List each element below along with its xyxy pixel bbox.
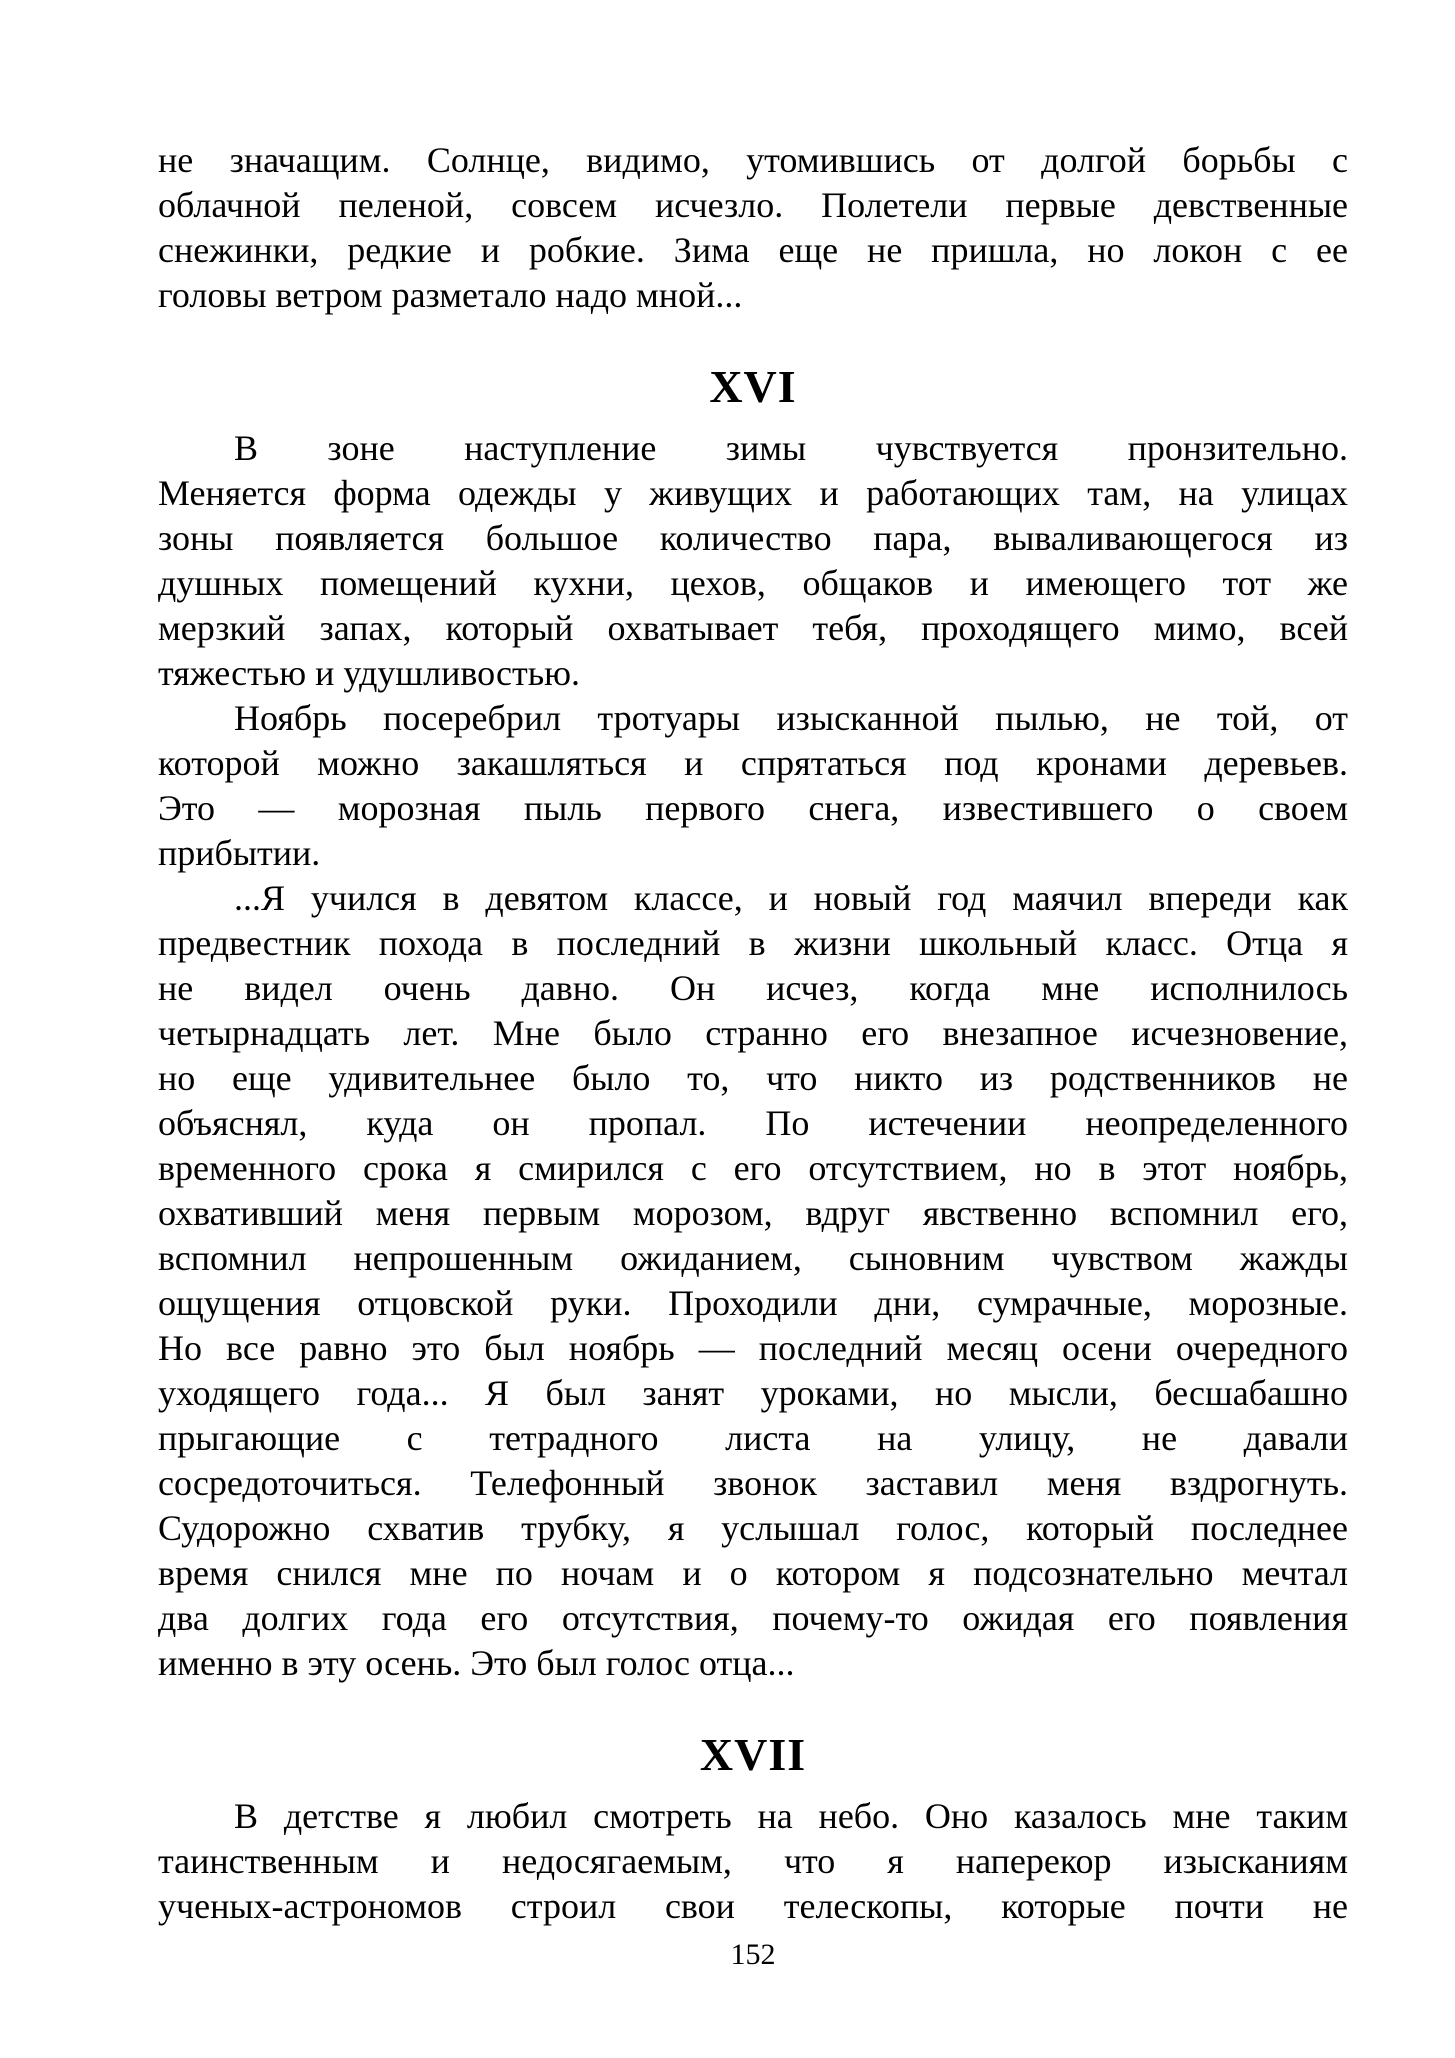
paragraph	[158, 138, 1348, 318]
text-line: объяснял, куда он пропал. По истечении неопределенного	[158, 1103, 1348, 1143]
text-line: Это — морозная пыль первого снега, известившего о своем	[158, 788, 1348, 828]
text-line: не видел очень давно. Он исчез, когда мне исполнилось	[158, 968, 1348, 1008]
text-line: ...Я учился в девятом классе, и новый год маячил впереди как	[234, 878, 1348, 918]
section-heading-xvi: XVI	[709, 361, 797, 412]
text-line: тяжестью и удушливостью.	[158, 653, 581, 693]
text-line: В зоне наступление зимы чувствуется пронзительно.	[234, 428, 1348, 468]
text-line: временного срока я смирился с его отсутствием, но в этот ноябрь,	[158, 1148, 1348, 1188]
text-line: Меняется форма одежды у живущих и работающих там, на улицах	[158, 473, 1348, 513]
paragraph	[158, 696, 1348, 876]
text-line: ощущения отцовской руки. Проходили дни, сумрачные, морозные.	[158, 1283, 1348, 1323]
text-line: не значащим. Солнце, видимо, утомившись от долгой борьбы с	[158, 140, 1348, 180]
text-line: два долгих года его отсутствия, почему-то ожидая его появления	[158, 1598, 1348, 1638]
section-heading-xvii: XVII	[699, 1729, 807, 1780]
text-line: прибытии.	[158, 833, 321, 873]
text-line: четырнадцать лет. Мне было странно его внезапное исчезновение,	[158, 1013, 1348, 1053]
text-flow	[158, 138, 1348, 1929]
text-line: прыгающие с тетрадного листа на улицу, не давали	[158, 1418, 1348, 1458]
page-number: 152	[730, 1938, 776, 1971]
text-line: В детстве я любил смотреть на небо. Оно казалось мне таким	[234, 1796, 1348, 1836]
text-line: но еще удивительнее было то, что никто из родственников не	[158, 1058, 1348, 1098]
text-line: Судорожно схватив трубку, я услышал голос, который последнее	[158, 1508, 1348, 1548]
text-line: душных помещений кухни, цехов, общаков и имеющего тот же	[158, 563, 1348, 603]
text-line: время снился мне по ночам и о котором я подсознательно мечтал	[158, 1553, 1348, 1593]
text-line: головы ветром разметало надо мной...	[158, 275, 743, 315]
paragraph	[158, 1794, 1348, 1929]
text-line: Ноябрь посеребрил тротуары изысканной пылью, не той, от	[234, 698, 1348, 738]
text-line: мерзкий запах, который охватывает тебя, проходящего мимо, всей	[158, 608, 1348, 648]
text-line: ученых-астрономов строил свои телескопы, которые почти не	[158, 1886, 1348, 1926]
text-line: которой можно закашляться и спрятаться под кронами деревьев.	[158, 743, 1348, 783]
text-line: уходящего года... Я был занят уроками, но мысли, бесшабашно	[158, 1373, 1348, 1413]
text-line: зоны появляется большое количество пара, вываливающегося из	[158, 518, 1348, 558]
text-line: предвестник похода в последний в жизни школьный класс. Отца я	[158, 923, 1348, 963]
text-line: именно в эту осень. Это был голос отца...	[158, 1643, 795, 1683]
text-line: охвативший меня первым морозом, вдруг явственно вспомнил его,	[158, 1193, 1348, 1233]
text-line: облачной пеленой, совсем исчезло. Полетели первые девственные	[158, 185, 1348, 225]
text-line: сосредоточиться. Телефонный звонок заставил меня вздрогнуть.	[158, 1463, 1348, 1503]
text-line: снежинки, редкие и робкие. Зима еще не пришла, но локон с ее	[158, 230, 1348, 270]
text-line: Но все равно это был ноябрь — последний месяц осени очередного	[158, 1328, 1348, 1368]
text-line: таинственным и недосягаемым, что я наперекор изысканиям	[158, 1841, 1348, 1881]
paragraph	[158, 426, 1348, 696]
paragraph	[158, 876, 1348, 1686]
text-line: вспомнил непрошенным ожиданием, сыновним чувством жажды	[158, 1238, 1348, 1278]
